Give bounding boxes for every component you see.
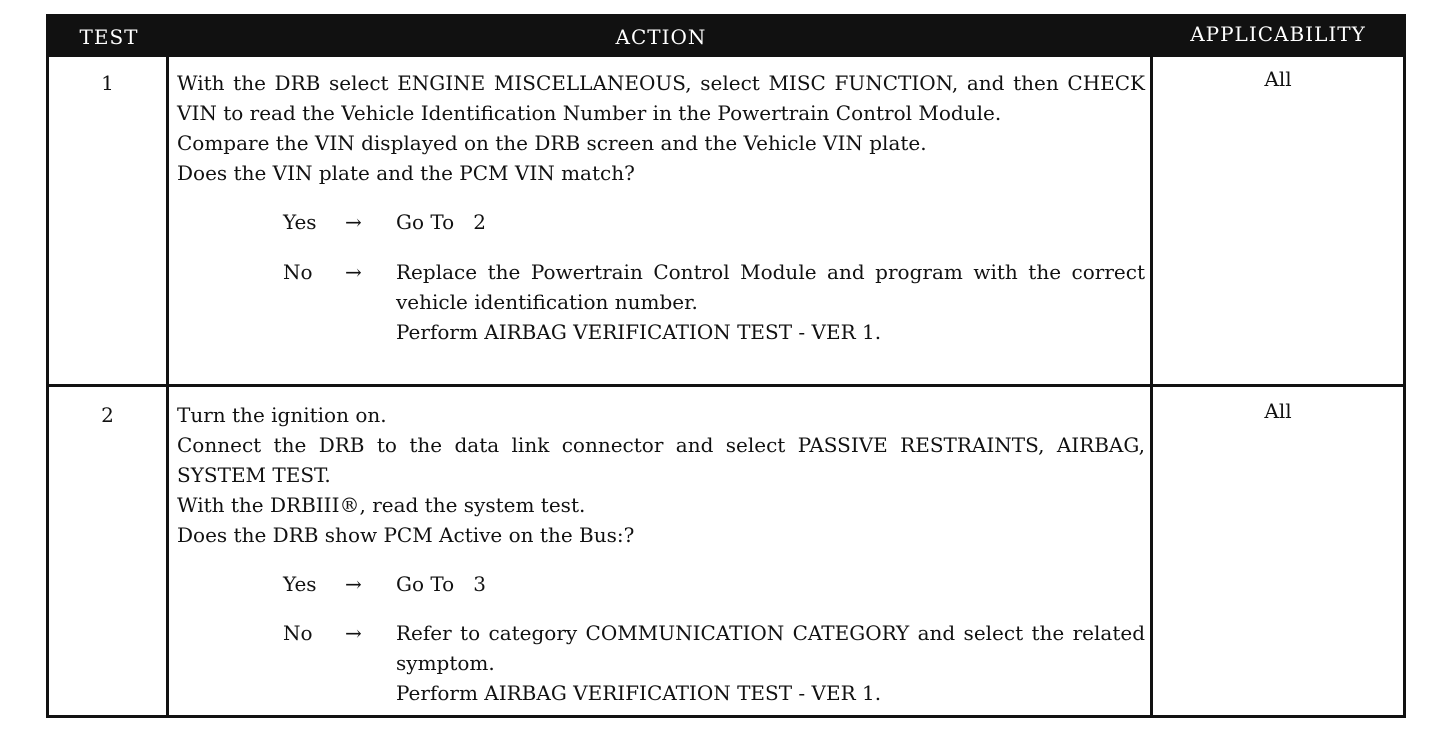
row-2-applicability: All (1264, 399, 1292, 423)
arrow-right-icon: → (345, 210, 362, 234)
row-2-yes-branch (177, 569, 1145, 599)
no-result-line: Perform AIRBAG VERIFICATION TEST - VER 1. (396, 681, 882, 705)
row-1-step: Does the VIN plate and the PCM VIN match? (177, 161, 635, 185)
yes-label: Yes (283, 210, 317, 234)
row-1-no-branch (177, 257, 1145, 347)
table-header (49, 17, 1403, 57)
row-2-step: With the DRBIII®, read the system test. (177, 493, 586, 517)
header-test: TEST (79, 25, 139, 49)
no-label: No (283, 621, 313, 645)
row-1-applicability: All (1264, 67, 1292, 91)
yes-label: Yes (283, 572, 317, 596)
no-result (396, 618, 1145, 708)
row-2-action (177, 400, 1145, 708)
row-1-step: With the DRB select ENGINE MISCELLANEOUS, select MISC FUNCTION, and then CHECK VIN to read the Vehicle Identification Number in the Powertrain Control Module. (177, 71, 1145, 125)
row-1-test-number: 1 (101, 71, 114, 95)
no-result (396, 257, 1145, 347)
no-result-line: Replace the Powertrain Control Module and program with the correct vehicle identification number. (396, 260, 1145, 314)
row-1-action (177, 68, 1145, 347)
no-result-line: Perform AIRBAG VERIFICATION TEST - VER 1. (396, 320, 882, 344)
arrow-right-icon: → (345, 572, 362, 596)
row-1-step: Compare the VIN displayed on the DRB screen and the Vehicle VIN plate. (177, 131, 927, 155)
row-2-step: Connect the DRB to the data link connector and select PASSIVE RESTRAINTS, AIRBAG, SYSTEM TEST. (177, 433, 1145, 487)
row-divider (49, 384, 1403, 387)
row-2-test-number: 2 (101, 403, 114, 427)
no-result-line: Refer to category COMMUNICATION CATEGORY and select the related symptom. (396, 621, 1145, 675)
header-action: ACTION (615, 25, 707, 49)
arrow-right-icon: → (345, 621, 362, 645)
yes-result: Go To 3 (396, 572, 486, 596)
header-applicability: APPLICABILITY (1190, 22, 1366, 46)
row-2-no-branch (177, 618, 1145, 708)
diagnostic-test-table (46, 14, 1406, 718)
row-2-step: Does the DRB show PCM Active on the Bus:? (177, 523, 635, 547)
no-label: No (283, 260, 313, 284)
yes-result: Go To 2 (396, 210, 486, 234)
arrow-right-icon: → (345, 260, 362, 284)
row-2-step: Turn the ignition on. (177, 403, 387, 427)
row-1-yes-branch (177, 207, 1145, 237)
